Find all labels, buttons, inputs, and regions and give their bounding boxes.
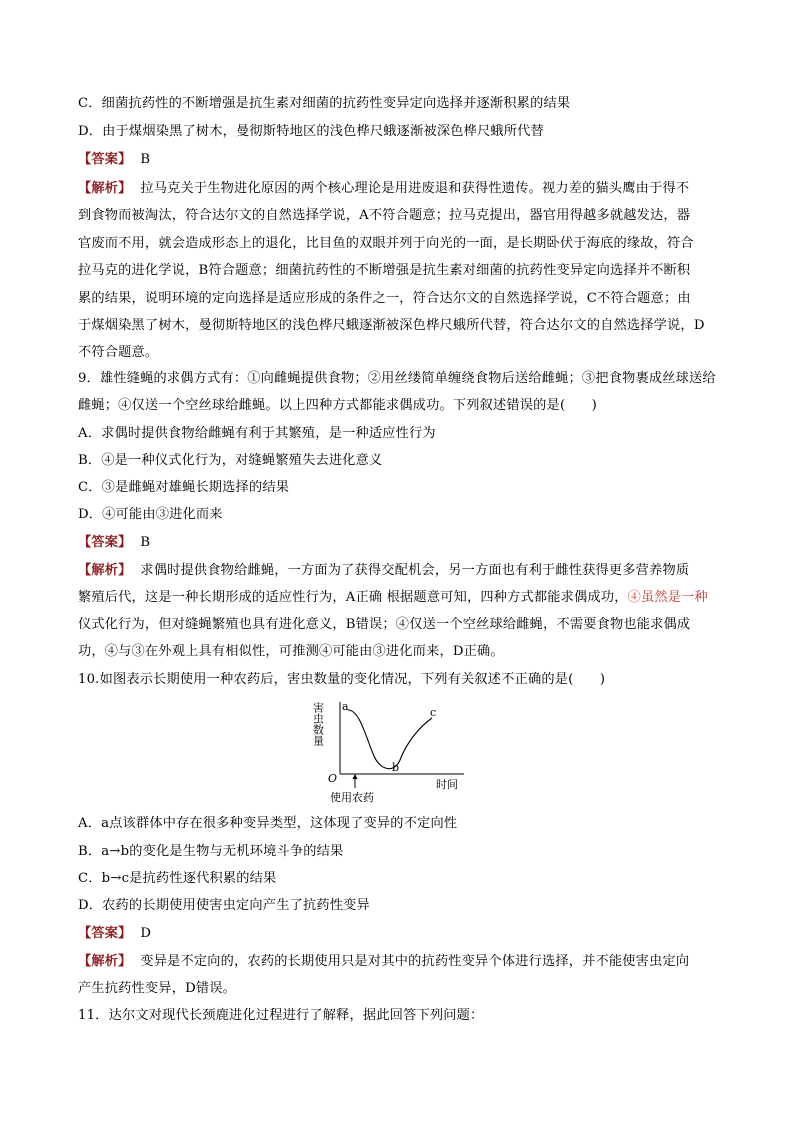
line-text: C．b→c是抗药性逐代积累的结果 — [78, 871, 277, 886]
text-line — [78, 124, 738, 140]
line-text: 累的结果，说明环境的定向选择是适应形成的条件之一，符合达尔文的自然选择学说，C不符合题意；由 — [78, 291, 691, 306]
line-text: 求偶时提供食物给雌蝇，一方面为了获得交配机会，另一方面也有利于雌性获得更多营养物质 — [131, 563, 690, 578]
line-text: D．农药的长期使用使害虫定向产生了抗药性变异 — [78, 898, 370, 913]
text-line — [78, 644, 738, 660]
text-line — [78, 208, 738, 224]
text-line — [78, 345, 738, 361]
point-c-label: c — [430, 706, 437, 719]
line-text: 到食物而被淘汰，符合达尔文的自然选择学说，A不符合题意；拉马克提出，器官用得越多就越发达，器 — [78, 208, 691, 223]
text-line — [78, 898, 738, 914]
text-line — [78, 535, 738, 551]
text-line — [78, 954, 738, 970]
section-tag: 【解析】 — [78, 563, 132, 578]
line-text: B — [131, 152, 151, 167]
line-text: B．a→b的变化是生物与无机环境斗争的结果 — [78, 844, 344, 859]
text-line — [78, 1008, 738, 1024]
text-line — [78, 926, 738, 942]
text-line — [78, 426, 738, 442]
pest-population-figure — [308, 698, 468, 804]
section-tag: 【解析】 — [78, 954, 132, 969]
line-text: C．细菌抗药性的不断增强是抗生素对细菌的抗药性变异定向选择并逐渐积累的结果 — [78, 96, 571, 111]
section-tag: 【解析】 — [78, 181, 132, 196]
text-line — [78, 871, 738, 887]
text-line — [78, 318, 738, 334]
pesticide-label: 使用农药 — [330, 791, 374, 804]
text-line — [78, 152, 738, 168]
section-tag: 【答案】 — [78, 152, 132, 167]
highlighted-text: ④虽然是一种 — [627, 590, 708, 605]
text-line — [78, 96, 738, 112]
line-text: 产生抗药性变异，D错误。 — [78, 981, 237, 996]
line-text: 于煤烟染黑了树木，曼彻斯特地区的浅色桦尺蛾逐渐被深色桦尺蛾所代替，符合达尔文的自然选择学说，D — [78, 318, 705, 333]
line-text: 11．达尔文对现代长颈鹿进化过程进行了解释，据此回答下列问题： — [78, 1008, 484, 1023]
text-line — [78, 981, 738, 997]
text-line — [78, 507, 738, 523]
line-text: 功，④与③在外观上具有相似性，可推测④可能由③进化而来，D正确。 — [78, 644, 504, 659]
line-text: D — [131, 926, 152, 941]
line-text: 9．雄性缝蝇的求偶方式有：①向雌蝇提供食物；②用丝缕简单缠绕食物后送给雌蝇；③把食物裹成丝球送给 — [78, 371, 716, 386]
line-text: A．求偶时提供食物给雌蝇有利于其繁殖，是一种适应性行为 — [78, 426, 436, 441]
line-text: 拉马克关于生物进化原因的两个核心理论是用进废退和获得性遗传。视力差的猫头鹰由于得不 — [131, 181, 690, 196]
text-line — [78, 291, 738, 307]
text-line — [78, 590, 738, 606]
point-a-label: a — [342, 700, 349, 713]
y-axis-label: 害虫数量 — [311, 702, 325, 746]
origin-label: O — [328, 772, 338, 785]
x-axis-label: 时间 — [436, 778, 458, 791]
text-line — [78, 398, 738, 414]
line-text: D．④可能由③进化而来 — [78, 507, 223, 522]
line-text: 变异是不定向的，农药的长期使用只是对其中的抗药性变异个体进行选择，并不能使害虫定向 — [131, 954, 690, 969]
text-line — [78, 371, 738, 387]
text-line — [78, 816, 738, 832]
line-text: 雌蝇；④仅送一个空丝球给雌蝇。以上四种方式都能求偶成功。下列叙述错误的是( ) — [78, 398, 597, 413]
text-line — [78, 844, 738, 860]
line-text: 不符合题意。 — [78, 345, 159, 360]
line-text: B — [131, 535, 151, 550]
text-line — [78, 263, 738, 279]
line-text: D．由于煤烟染黑了树木，曼彻斯特地区的浅色桦尺蛾逐渐被深色桦尺蛾所代替 — [78, 124, 544, 139]
line-text: 官废而不用，就会造成形态上的退化，比目鱼的双眼并列于向光的一面，是长期卧伏于海底的缘故，符合 — [78, 236, 694, 251]
line-text: B．④是一种仪式化行为，对缝蝇繁殖失去进化意义 — [78, 453, 383, 468]
section-tag: 【答案】 — [78, 535, 132, 550]
text-line — [78, 480, 738, 496]
line-text: 10.如图表示长期使用一种农药后，害虫数量的变化情况，下列有关叙述不正确的是( ) — [78, 672, 606, 687]
section-tag: 【答案】 — [78, 926, 132, 941]
text-line — [78, 453, 738, 469]
line-text: C．③是雌蝇对雄蝇长期选择的结果 — [78, 480, 290, 495]
text-line — [78, 236, 738, 252]
line-text: A．a点该群体中存在很多种变异类型，这体现了变异的不定向性 — [78, 816, 458, 831]
text-line — [78, 563, 738, 579]
text-line — [78, 672, 738, 688]
text-line — [78, 617, 738, 633]
line-text: 拉马克的进化学说，B符合题意；细菌抗药性的不断增强是抗生素对细菌的抗药性变异定向选择并不断积 — [78, 263, 691, 278]
text-line — [78, 181, 738, 197]
point-b-label: b — [392, 761, 400, 774]
line-text: 仪式化行为，但对缝蝇繁殖也具有进化意义，B错误；④仅送一个空丝球给雌蝇，不需要食物也能求偶成 — [78, 617, 691, 632]
line-text: 繁殖后代，这是一种长期形成的适应性行为，A正确 根据题意可知，四种方式都能求偶成功， — [78, 590, 628, 605]
